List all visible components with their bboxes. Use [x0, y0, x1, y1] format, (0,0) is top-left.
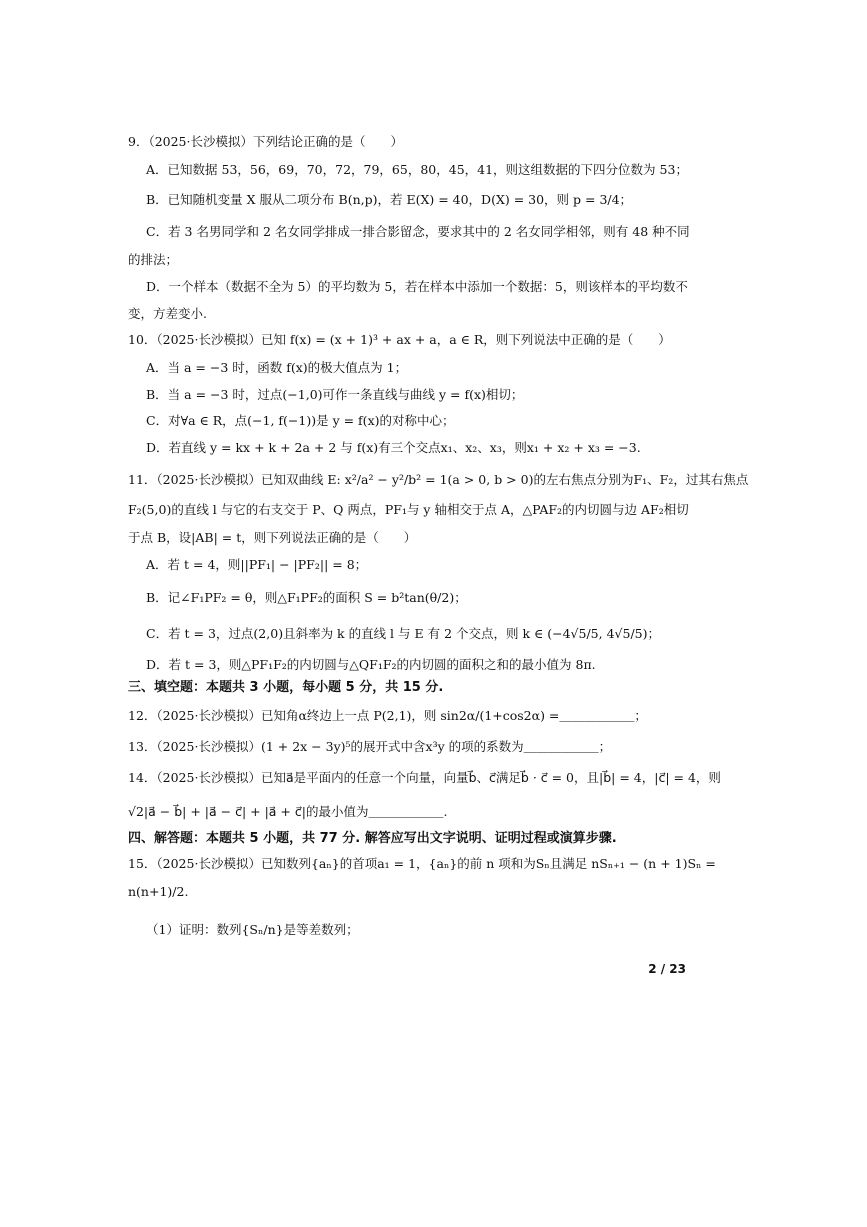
page-number: 2 / 23	[648, 962, 686, 976]
question-10-option-d: D．若直线 y = kx + k + 2a + 2 与 f(x)有三个交点x₁、x₂、x₃，则x₁ + x₂ + x₃ = −3.	[146, 440, 641, 455]
question-14: 14．（2025·长沙模拟）已知a⃗是平面内的任意一个向量，向量b⃗、c⃗满足b⃗ · c⃗ = 0，且|b⃗| = 4，|c⃗| = 4，则	[128, 770, 721, 785]
question-11-stem-cont-1: F₂(5,0)的直线 l 与它的右支交于 P、Q 两点，PF₁与 y 轴相交于点 A，△PAF₂的内切圆与边 AF₂相切	[128, 502, 689, 517]
question-9-stem: 9．（2025·长沙模拟）下列结论正确的是（ ）	[128, 134, 403, 149]
question-9-option-a: A．已知数据 53，56，69，70，72，79，65，80，45，41，则这组数据的下四分位数为 53；	[146, 162, 688, 177]
section-3-heading: 三、填空题：本题共 3 小题，每小题 5 分，共 15 分.	[128, 680, 444, 695]
question-9-option-b: B．已知随机变量 X 服从二项分布 B(n,p)，若 E(X) = 40，D(X) = 30，则 p = 3/4；	[146, 192, 633, 207]
question-9-option-c: C．若 3 名男同学和 2 名女同学排成一排合影留念，要求其中的 2 名女同学相邻，则有 48 种不同	[146, 224, 690, 239]
question-10-option-b: B．当 a = −3 时，过点(−1,0)可作一条直线与曲线 y = f(x)相切；	[146, 387, 524, 402]
question-11-stem: 11．（2025·长沙模拟）已知双曲线 E: x²/a² − y²/b² = 1(a > 0, b > 0)的左右焦点分别为F₁、F₂，过其右焦点	[128, 472, 749, 487]
question-10-stem: 10．（2025·长沙模拟）已知 f(x) = (x + 1)³ + ax + a，a ∈ R，则下列说法中正确的是（ ）	[128, 332, 671, 347]
question-11-option-c: C．若 t = 3，过点(2,0)且斜率为 k 的直线 l 与 E 有 2 个交点，则 k ∈ (−4√5/5, 4√5/5)；	[146, 626, 660, 641]
question-9-option-d: D．一个样本（数据不全为 5）的平均数为 5，若在样本中添加一个数据：5，则该样本的平均数不	[146, 279, 688, 294]
question-10-option-a: A．当 a = −3 时，函数 f(x)的极大值点为 1；	[146, 360, 408, 375]
question-15-part-1: （1）证明：数列{Sₙ/n}是等差数列；	[146, 922, 359, 937]
question-11-option-a: A．若 t = 4，则||PF₁| − |PF₂|| = 8；	[146, 557, 368, 572]
question-15-stem: 15．（2025·长沙模拟）已知数列{aₙ}的首项a₁ = 1，{aₙ}的前 n 项和为Sₙ且满足 nSₙ₊₁ − (n + 1)Sₙ =	[128, 856, 716, 871]
question-12: 12．（2025·长沙模拟）已知角α终边上一点 P(2,1)，则 sin2α/(1+cos2α) =＿＿＿＿＿＿；	[128, 708, 647, 723]
question-10-option-c: C．对∀a ∈ R，点(−1, f(−1))是 y = f(x)的对称中心；	[146, 413, 455, 428]
question-11-stem-cont-2: 于点 B，设|AB| = t，则下列说法正确的是（ ）	[128, 530, 417, 545]
question-15-stem-cont: n(n+1)/2.	[128, 884, 189, 899]
question-9-option-c-cont: 的排法；	[128, 252, 179, 267]
question-11-option-b: B．记∠F₁PF₂ = θ，则△F₁PF₂的面积 S = b²tan(θ/2)；	[146, 590, 467, 605]
question-11-option-d: D．若 t = 3，则△PF₁F₂的内切圆与△QF₁F₂的内切圆的面积之和的最小值为 8π.	[146, 657, 596, 672]
section-4-heading: 四、解答题：本题共 5 小题，共 77 分. 解答应写出文字说明、证明过程或演算步骤.	[128, 831, 617, 846]
question-14-cont: √2|a⃗ − b⃗| + |a⃗ − c⃗| + |a⃗ + c⃗|的最小值为＿＿＿＿＿＿.	[128, 804, 448, 819]
question-9-option-d-cont: 变，方差变小.	[128, 306, 207, 321]
question-13: 13．（2025·长沙模拟）(1 + 2x − 3y)⁵的展开式中含x³y 的项的系数为＿＿＿＿＿＿；	[128, 739, 612, 754]
